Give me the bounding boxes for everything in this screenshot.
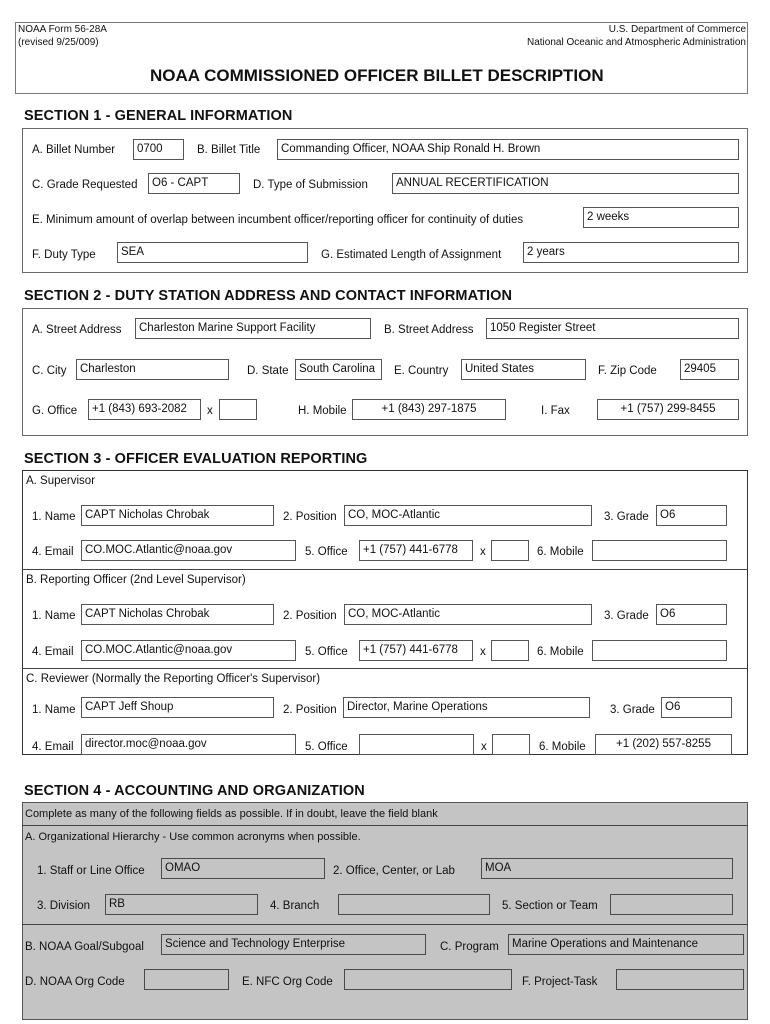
reviewer-email-field[interactable]: director.moc@noaa.gov [81, 734, 296, 755]
reporting-mobile-field[interactable] [592, 640, 727, 661]
hierarchy-heading: A. Organizational Hierarchy - Use common acronyms when possible. [25, 831, 361, 843]
reviewer-email-label: 4. Email [32, 741, 74, 753]
noaa-org-code-label: D. NOAA Org Code [25, 976, 125, 988]
supervisor-office-label: 5. Office [305, 546, 348, 558]
program-field[interactable]: Marine Operations and Maintenance [508, 934, 744, 955]
reviewer-ext-field[interactable] [492, 734, 530, 755]
submission-type-field[interactable]: ANNUAL RECERTIFICATION [392, 173, 739, 194]
reporting-officer-heading: B. Reporting Officer (2nd Level Supervisor) [26, 574, 246, 586]
form-number: NOAA Form 56-28A [18, 24, 107, 35]
supervisor-position-field[interactable]: CO, MOC-Atlantic [344, 505, 592, 526]
project-task-field[interactable] [616, 969, 744, 990]
reporting-ext-label: x [480, 646, 486, 658]
reporting-ext-field[interactable] [491, 640, 529, 661]
duty-type-field[interactable]: SEA [117, 242, 308, 263]
reviewer-office-field[interactable] [359, 734, 474, 755]
reporting-name-field[interactable]: CAPT Nicholas Chrobak [81, 604, 274, 625]
reviewer-heading: C. Reviewer (Normally the Reporting Officer's Supervisor) [26, 673, 321, 685]
reviewer-office-label: 5. Office [305, 741, 348, 753]
billet-number-label: A. Billet Number [32, 144, 116, 156]
staff-line-office-field[interactable]: OMAO [161, 858, 325, 879]
section4-heading: SECTION 4 - ACCOUNTING AND ORGANIZATION [24, 783, 365, 799]
supervisor-email-label: 4. Email [32, 546, 74, 558]
goal-label: B. NOAA Goal/Subgoal [25, 941, 144, 953]
reviewer-grade-field[interactable]: O6 [661, 697, 732, 718]
fax-field[interactable]: +1 (757) 299-8455 [597, 399, 739, 420]
nfc-org-code-label: E. NFC Org Code [242, 976, 333, 988]
state-field[interactable]: South Carolina [295, 359, 382, 380]
nfc-org-code-field[interactable] [344, 969, 512, 990]
reviewer-position-label: 2. Position [283, 704, 337, 716]
section3-heading: SECTION 3 - OFFICER EVALUATION REPORTING [24, 451, 368, 467]
assignment-length-field[interactable]: 2 years [523, 242, 739, 263]
overlap-field[interactable]: 2 weeks [583, 207, 739, 228]
supervisor-name-field[interactable]: CAPT Nicholas Chrobak [81, 505, 274, 526]
division-label: 3. Division [37, 900, 91, 912]
office-center-lab-field[interactable]: MOA [481, 858, 733, 879]
section2-heading: SECTION 2 - DUTY STATION ADDRESS AND CONTACT INFORMATION [24, 288, 513, 304]
section3-divider-2 [22, 668, 748, 669]
reporting-position-label: 2. Position [283, 610, 337, 622]
reporting-email-label: 4. Email [32, 646, 74, 658]
duty-type-label: F. Duty Type [32, 249, 96, 261]
reporting-office-field[interactable]: +1 (757) 441-6778 [359, 640, 473, 661]
section4-divider-2 [22, 924, 748, 925]
office-field[interactable]: +1 (843) 693-2082 [88, 399, 201, 420]
reporting-email-field[interactable]: CO.MOC.Atlantic@noaa.gov [81, 640, 296, 661]
mobile-field[interactable]: +1 (843) 297-1875 [352, 399, 506, 420]
billet-title-field[interactable]: Commanding Officer, NOAA Ship Ronald H. Brown [277, 139, 739, 160]
reviewer-ext-label: x [481, 741, 487, 753]
reviewer-position-field[interactable]: Director, Marine Operations [343, 697, 590, 718]
reporting-office-label: 5. Office [305, 646, 348, 658]
billet-number-field[interactable]: 0700 [133, 139, 184, 160]
supervisor-heading: A. Supervisor [26, 475, 96, 487]
section-team-field[interactable] [610, 894, 733, 915]
staff-line-office-label: 1. Staff or Line Office [37, 865, 145, 877]
supervisor-grade-label: 3. Grade [604, 511, 649, 523]
grade-requested-label: C. Grade Requested [32, 179, 138, 191]
form-revised: (revised 9/25/009) [18, 37, 99, 48]
supervisor-position-label: 2. Position [283, 511, 337, 523]
country-field[interactable]: United States [461, 359, 586, 380]
city-field[interactable]: Charleston [76, 359, 229, 380]
office-label: G. Office [32, 405, 78, 417]
supervisor-mobile-label: 6. Mobile [537, 546, 584, 558]
branch-label: 4. Branch [270, 900, 320, 912]
supervisor-email-field[interactable]: CO.MOC.Atlantic@noaa.gov [81, 540, 296, 561]
reviewer-mobile-label: 6. Mobile [539, 741, 586, 753]
project-task-label: F. Project-Task [522, 976, 598, 988]
street-a-field[interactable]: Charleston Marine Support Facility [135, 318, 371, 339]
branch-field[interactable] [338, 894, 490, 915]
overlap-label: E. Minimum amount of overlap between incumbent officer/reporting officer for continuity of duties [32, 214, 524, 226]
division-field[interactable]: RB [105, 894, 258, 915]
reporting-mobile-label: 6. Mobile [537, 646, 584, 658]
reviewer-grade-label: 3. Grade [610, 704, 655, 716]
section-team-label: 5. Section or Team [502, 900, 598, 912]
section4-divider-1 [22, 825, 748, 826]
street-b-field[interactable]: 1050 Register Street [486, 318, 739, 339]
office-center-lab-label: 2. Office, Center, or Lab [333, 865, 455, 877]
zip-label: F. Zip Code [598, 365, 657, 377]
street-a-label: A. Street Address [32, 324, 122, 336]
section4-instructions: Complete as many of the following fields as possible. If in doubt, leave the field blank [25, 808, 438, 820]
agency-name: National Oceanic and Atmospheric Administration [526, 37, 746, 48]
assignment-length-label: G. Estimated Length of Assignment [321, 249, 502, 261]
reviewer-name-field[interactable]: CAPT Jeff Shoup [81, 697, 274, 718]
program-label: C. Program [440, 941, 499, 953]
street-b-label: B. Street Address [384, 324, 474, 336]
country-label: E. Country [394, 365, 449, 377]
reporting-grade-label: 3. Grade [604, 610, 649, 622]
mobile-label: H. Mobile [298, 405, 347, 417]
supervisor-mobile-field[interactable] [592, 540, 727, 561]
reviewer-mobile-field[interactable]: +1 (202) 557-8255 [595, 734, 732, 755]
goal-field[interactable]: Science and Technology Enterprise [161, 934, 426, 955]
zip-field[interactable]: 29405 [680, 359, 739, 380]
noaa-org-code-field[interactable] [144, 969, 229, 990]
billet-title-label: B. Billet Title [197, 144, 261, 156]
grade-requested-field[interactable]: O6 - CAPT [148, 173, 240, 194]
office-ext-field[interactable] [219, 399, 257, 420]
reviewer-name-label: 1. Name [32, 704, 76, 716]
form-title: NOAA COMMISSIONED OFFICER BILLET DESCRIPTION [150, 66, 604, 85]
submission-type-label: D. Type of Submission [253, 179, 368, 191]
department-name: U.S. Department of Commerce [608, 24, 746, 35]
city-label: C. City [32, 365, 67, 377]
reporting-position-field[interactable]: CO, MOC-Atlantic [344, 604, 592, 625]
supervisor-ext-field[interactable] [491, 540, 529, 561]
fax-label: I. Fax [541, 405, 570, 417]
office-ext-label: x [207, 405, 213, 417]
supervisor-ext-label: x [480, 546, 486, 558]
supervisor-name-label: 1. Name [32, 511, 76, 523]
section3-divider-1 [22, 569, 748, 570]
section1-heading: SECTION 1 - GENERAL INFORMATION [24, 108, 293, 124]
supervisor-office-field[interactable]: +1 (757) 441-6778 [359, 540, 473, 561]
supervisor-grade-field[interactable]: O6 [656, 505, 727, 526]
reporting-grade-field[interactable]: O6 [656, 604, 727, 625]
reporting-name-label: 1. Name [32, 610, 76, 622]
state-label: D. State [247, 365, 289, 377]
